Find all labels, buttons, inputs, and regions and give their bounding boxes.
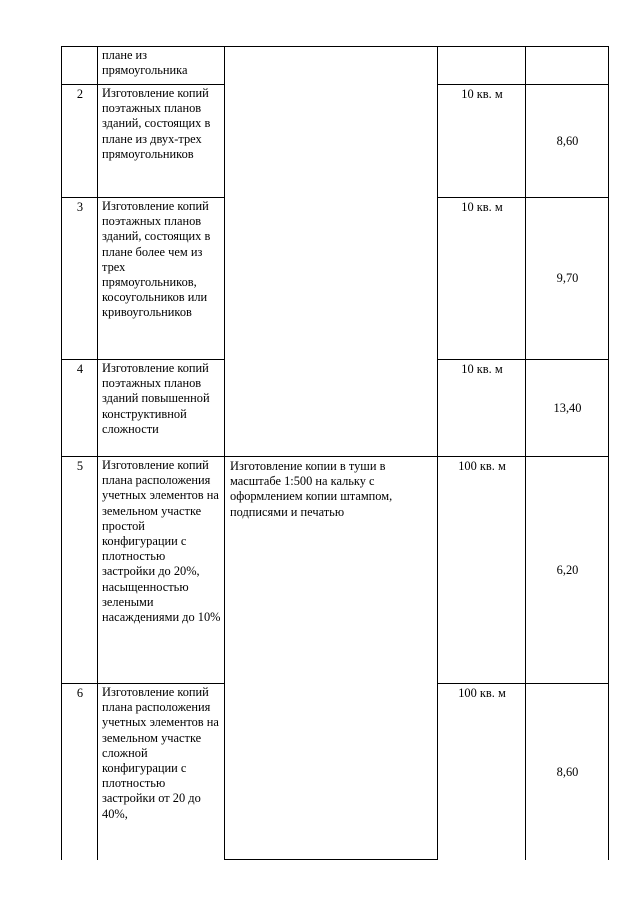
row-number-cell [62,47,98,85]
table-row [62,457,609,684]
description-cell: Изготовление копий плана расположения учетных элементов на земельном участке сложной конфигурации с плотностью застройки от 20 до 40%, [98,684,225,860]
unit-cell: 100 кв. м [438,684,526,860]
row-number-cell: 2 [62,85,98,198]
price-cell: 6,20 [526,457,609,684]
note-cell [225,47,438,457]
description-cell: Изготовление копий поэтажных планов зданий, состоящих в плане более чем из трех прямоугольников, косоугольников или кривоугольников [98,198,225,360]
price-cell [526,47,609,85]
price-cell: 9,70 [526,198,609,360]
description-cell: плане из прямоугольника [98,47,225,85]
table-row [62,47,609,85]
row-number-cell: 3 [62,198,98,360]
price-cell: 8,60 [526,684,609,860]
row-number-cell: 4 [62,360,98,457]
description-cell: Изготовление копий плана расположения учетных элементов на земельном участке простой конфигурации с плотностью застройки до 20%, насыщенностью зелеными насаждениями до 10% [98,457,225,684]
unit-cell: 10 кв. м [438,198,526,360]
row-number-cell: 6 [62,684,98,860]
description-cell: Изготовление копий поэтажных планов зданий, состоящих в плане из двух-трех прямоугольников [98,85,225,198]
note-cell: Изготовление копии в туши в масштабе 1:500 на кальку с оформлением копии штампом, подписями и печатью [225,457,438,860]
price-cell: 13,40 [526,360,609,457]
unit-cell: 10 кв. м [438,85,526,198]
row-number-cell: 5 [62,457,98,684]
description-cell: Изготовление копий поэтажных планов зданий повышенной конструктивной сложности [98,360,225,457]
price-table [61,46,609,860]
unit-cell: 10 кв. м [438,360,526,457]
unit-cell: 100 кв. м [438,457,526,684]
price-cell: 8,60 [526,85,609,198]
unit-cell [438,47,526,85]
